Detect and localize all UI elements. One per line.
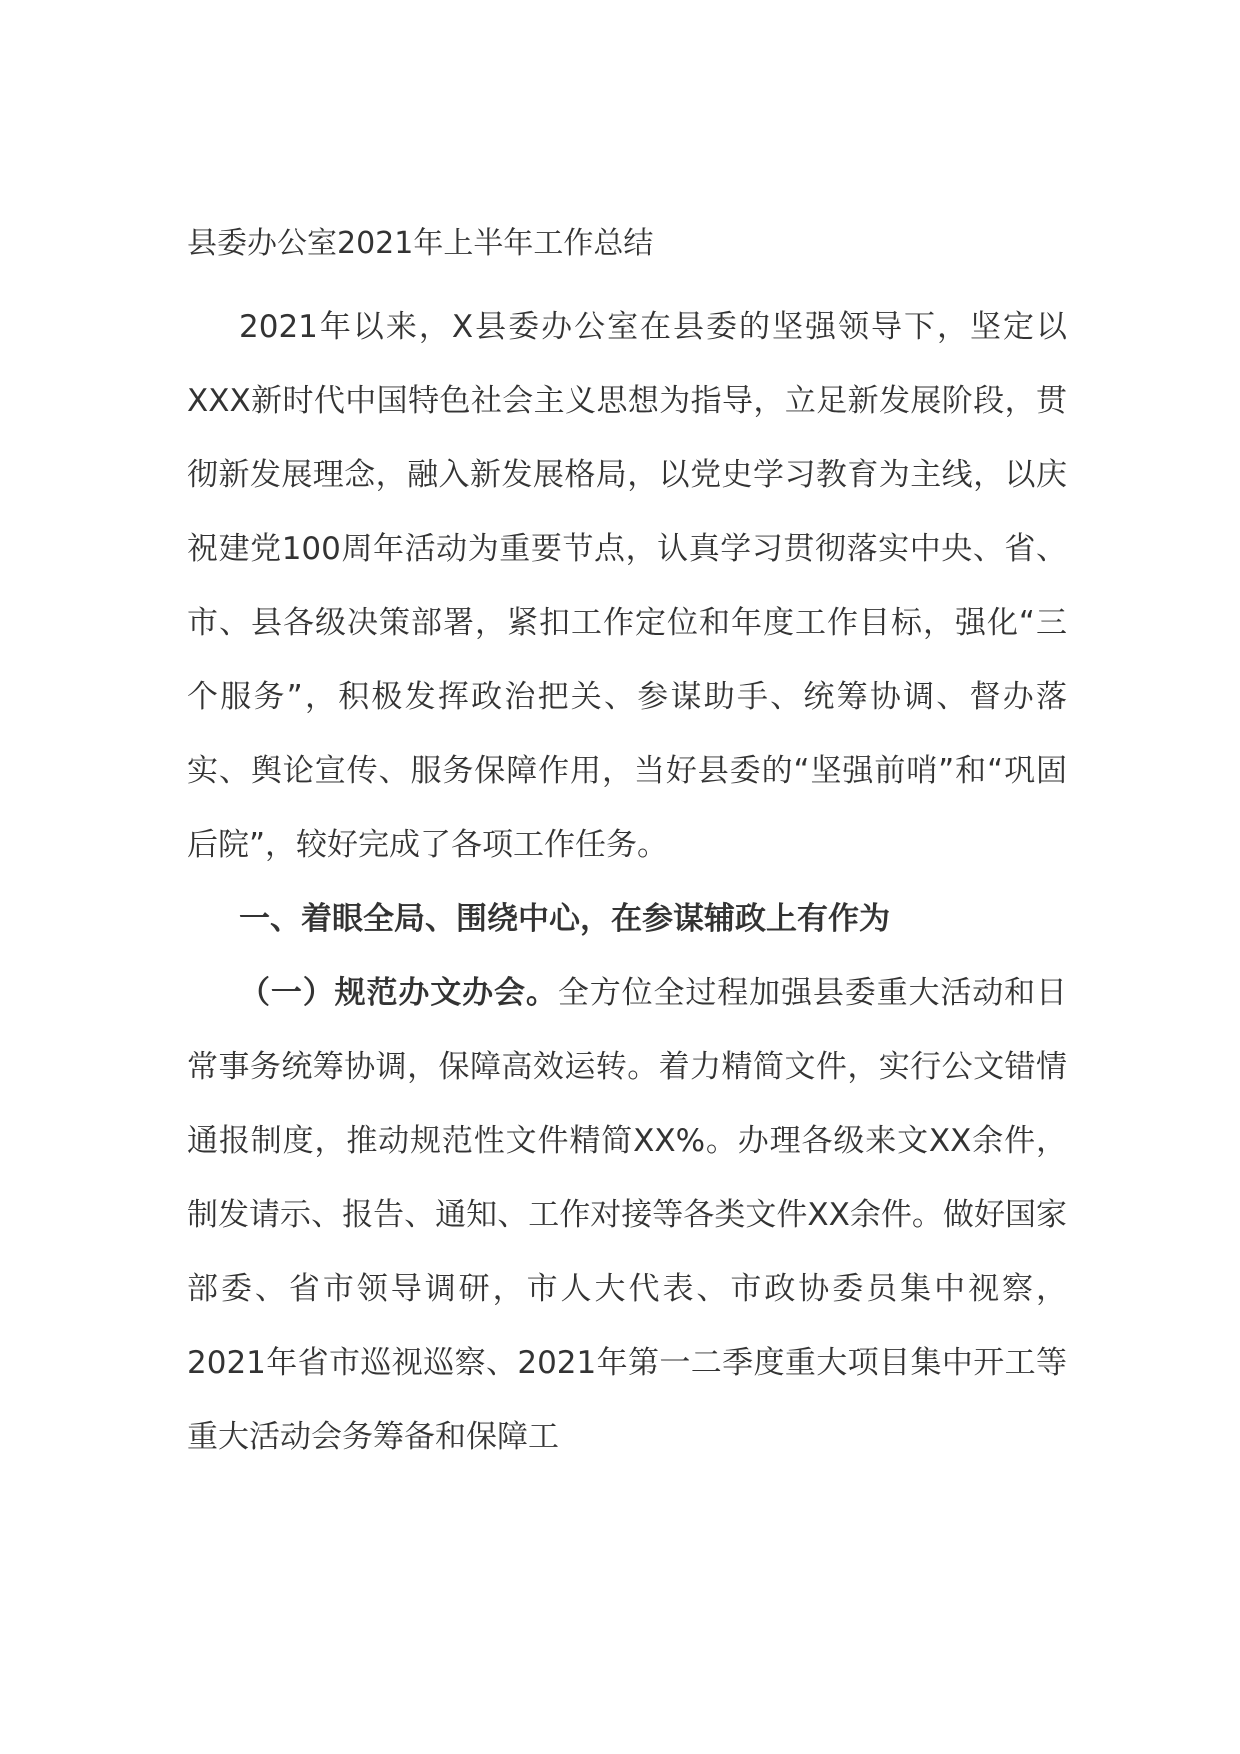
subsection-1-body: 全方位全过程加强县委重大活动和日常事务统筹协调，保障高效运转。着力精简文件，实行公文错情通报制度，推动规范性文件精简XX%。办理各级来文XX余件，制发请示、报告、通知、工作对接等各类文件XX余件。做好国家部委、省市领导调研，市人大代表、市政协委员集中视察，2021年省市巡视巡察、2021年第一二季度重大项目集中开工等重大活动会务筹备和保障工 [187,975,1068,1455]
intro-paragraph: 2021年以来，X县委办公室在县委的坚强领导下，坚定以XXX新时代中国特色社会主义思想为指导，立足新发展阶段，贯彻新发展理念，融入新发展格局，以党史学习教育为主线，以庆祝建党100周年活动为重要节点，认真学习贯彻落实中央、省、市、县各级决策部署，紧扣工作定位和年度工作目标，强化“三个服务”，积极发挥政治把关、参谋助手、统筹协调、督办落实、舆论宣传、服务保障作用，当好县委的“坚强前哨”和“巩固后院”，较好完成了各项工作任务。 [187,309,1067,863]
section-1-heading: 一、着眼全局、围绕中心，在参谋辅政上有作为 [239,901,890,937]
subsection-1-lead: （一）规范办文办会。 [239,975,558,1011]
document-title: 县委办公室2021年上半年工作总结 [187,226,654,261]
subsection-1-paragraph [187,956,1067,1474]
document-body [187,214,1067,1474]
